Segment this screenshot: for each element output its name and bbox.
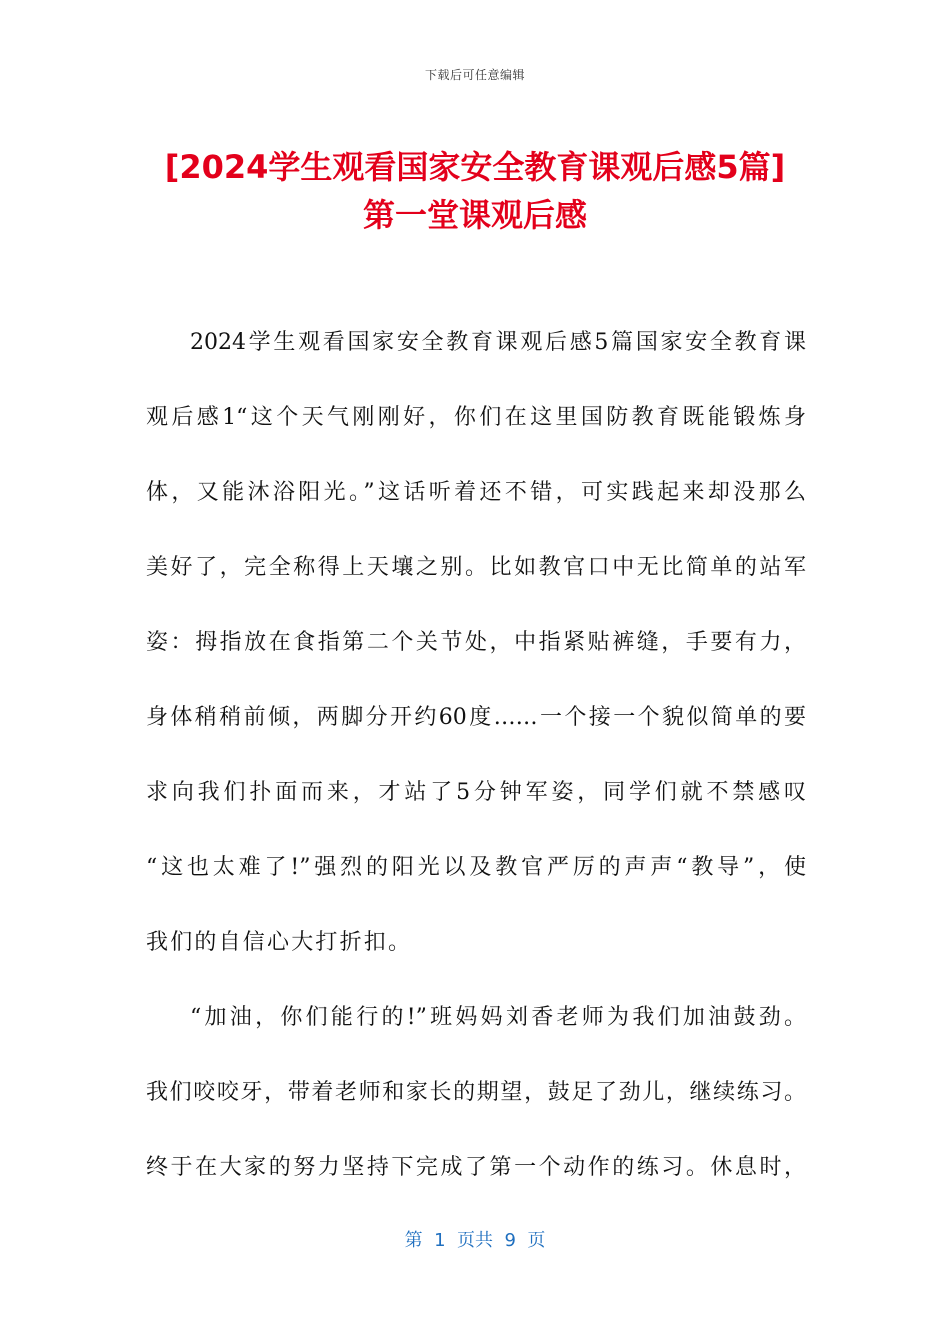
body-text-line: 我们咬咬牙，带着老师和家长的期望，鼓足了劲儿，继续练习。 [146, 1080, 806, 1105]
document-title-line-2: 第一堂课观后感 [362, 196, 587, 234]
body-text-line: 观后感1“这个天气刚刚好，你们在这里国防教育既能锻炼身 [146, 405, 806, 430]
body-text-line: 美好了，完全称得上天壤之别。比如教官口中无比简单的站军 [146, 555, 806, 580]
header-note: 下载后可任意编辑 [424, 68, 525, 82]
body-text-line: 2024学生观看国家安全教育课观后感5篇国家安全教育课 [190, 330, 806, 355]
body-text-line: 姿：拇指放在食指第二个关节处，中指紧贴裤缝，手要有力， [146, 630, 806, 655]
body-text-line: 身体稍稍前倾，两脚分开约60度……一个接一个貌似简单的要 [146, 705, 806, 730]
body-text-line: 求向我们扑面而来，才站了5分钟军姿，同学们就不禁感叹 [146, 780, 806, 805]
document-title-line-1: [2024学生观看国家安全教育课观后感5篇] [164, 148, 786, 186]
page-number-footer: 第 1 页共 9 页 [404, 1230, 546, 1251]
body-text-line: 体，又能沐浴阳光。”这话听着还不错，可实践起来却没那么 [146, 480, 806, 505]
body-text-line: 我们的自信心大打折扣。 [146, 930, 413, 955]
body-text-line: 终于在大家的努力坚持下完成了第一个动作的练习。休息时， [146, 1155, 806, 1180]
body-text-line: “加油，你们能行的!”班妈妈刘香老师为我们加油鼓劲。 [190, 1005, 806, 1030]
body-text-line: “这也太难了!”强烈的阳光以及教官严厉的声声“教导”，使 [146, 855, 806, 880]
